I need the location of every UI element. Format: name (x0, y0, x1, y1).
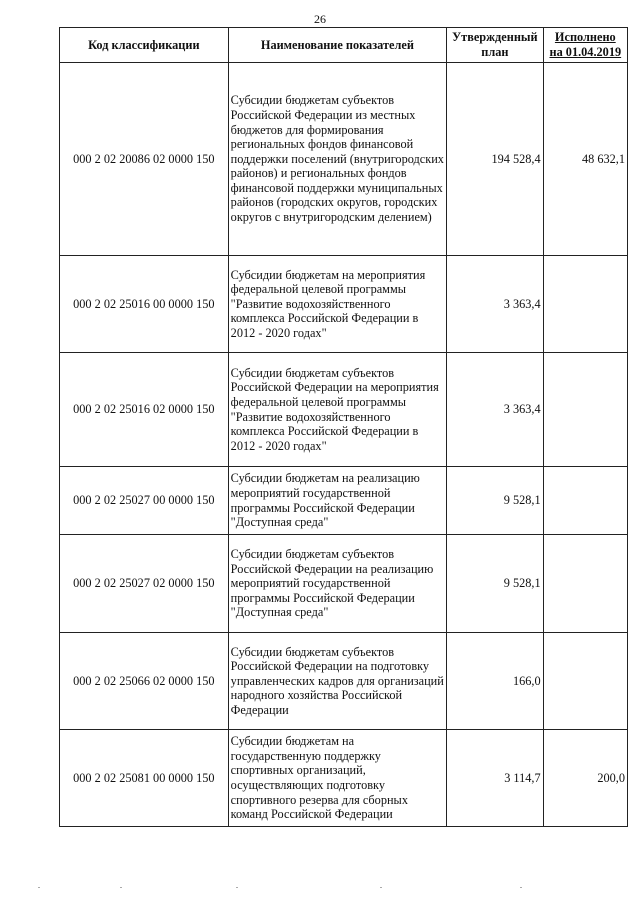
row-name: Субсидии бюджетам на реализацию мероприятий государственной программы Российской Федерации "Доступная среда" (228, 467, 446, 535)
row-plan: 166,0 (447, 633, 544, 730)
row-code: 000 2 02 25081 00 0000 150 (60, 730, 229, 827)
page-number: 26 (314, 12, 326, 26)
header-done-line2: на 01.04.2019 (549, 45, 622, 59)
row-done (543, 535, 627, 633)
row-plan: 3 114,7 (447, 730, 544, 827)
row-code: 000 2 02 25016 00 0000 150 (60, 256, 229, 353)
row-done (543, 467, 627, 535)
header-name: Наименование показателей (228, 28, 446, 63)
row-plan: 3 363,4 (447, 353, 544, 467)
scan-mark (120, 887, 122, 888)
row-name: Субсидии бюджетам субъектов Российской Федерации на мероприятия федеральной целевой программы "Развитие водохозяйственного комплекса Российской Федерации в 2012 - 2020 годах" (228, 353, 446, 467)
table-row (60, 353, 628, 467)
table-row (60, 633, 628, 730)
row-code: 000 2 02 25027 00 0000 150 (60, 467, 229, 535)
row-code: 000 2 02 20086 02 0000 150 (60, 63, 229, 256)
scan-marks (0, 885, 640, 891)
row-name: Субсидии бюджетам субъектов Российской Федерации из местных бюджетов для формирования региональных фондов финансовой поддержки поселений (внутригородских районов) и региональных фондов финансовой поддержки муниципальных районов (городских округов, городских округов с внутригородским делением) (228, 63, 446, 256)
table-row (60, 467, 628, 535)
table-row (60, 730, 628, 827)
budget-table (59, 27, 628, 827)
table-row (60, 63, 628, 256)
table-row (60, 256, 628, 353)
row-code: 000 2 02 25066 02 0000 150 (60, 633, 229, 730)
scan-mark (520, 887, 522, 888)
scan-mark (380, 887, 382, 888)
row-name: Субсидии бюджетам на государственную поддержку спортивных организаций, осуществляющих подготовку спортивного резерва для сборных команд Российской Федерации (228, 730, 446, 827)
row-plan: 9 528,1 (447, 467, 544, 535)
row-code: 000 2 02 25016 02 0000 150 (60, 353, 229, 467)
row-done (543, 633, 627, 730)
row-name: Субсидии бюджетам на мероприятия федеральной целевой программы "Развитие водохозяйственного комплекса Российской Федерации в 2012 - 2020 годах" (228, 256, 446, 353)
row-done (543, 256, 627, 353)
row-plan: 3 363,4 (447, 256, 544, 353)
table-header-row (60, 28, 628, 63)
row-plan: 194 528,4 (447, 63, 544, 256)
scan-mark (38, 887, 40, 888)
row-done: 200,0 (543, 730, 627, 827)
table-row (60, 535, 628, 633)
scan-mark (236, 887, 238, 888)
header-done-line1: Исполнено (554, 30, 616, 44)
row-name: Субсидии бюджетам субъектов Российской Федерации на реализацию мероприятий государственной программы Российской Федерации "Доступная среда" (228, 535, 446, 633)
row-plan: 9 528,1 (447, 535, 544, 633)
header-plan: Утвержденный план (447, 28, 544, 63)
row-name: Субсидии бюджетам субъектов Российской Федерации на подготовку управленческих кадров для организаций народного хозяйства Российской Федерации (228, 633, 446, 730)
row-code: 000 2 02 25027 02 0000 150 (60, 535, 229, 633)
header-done (543, 28, 627, 63)
row-done: 48 632,1 (543, 63, 627, 256)
header-code: Код классификации (60, 28, 229, 63)
row-done (543, 353, 627, 467)
